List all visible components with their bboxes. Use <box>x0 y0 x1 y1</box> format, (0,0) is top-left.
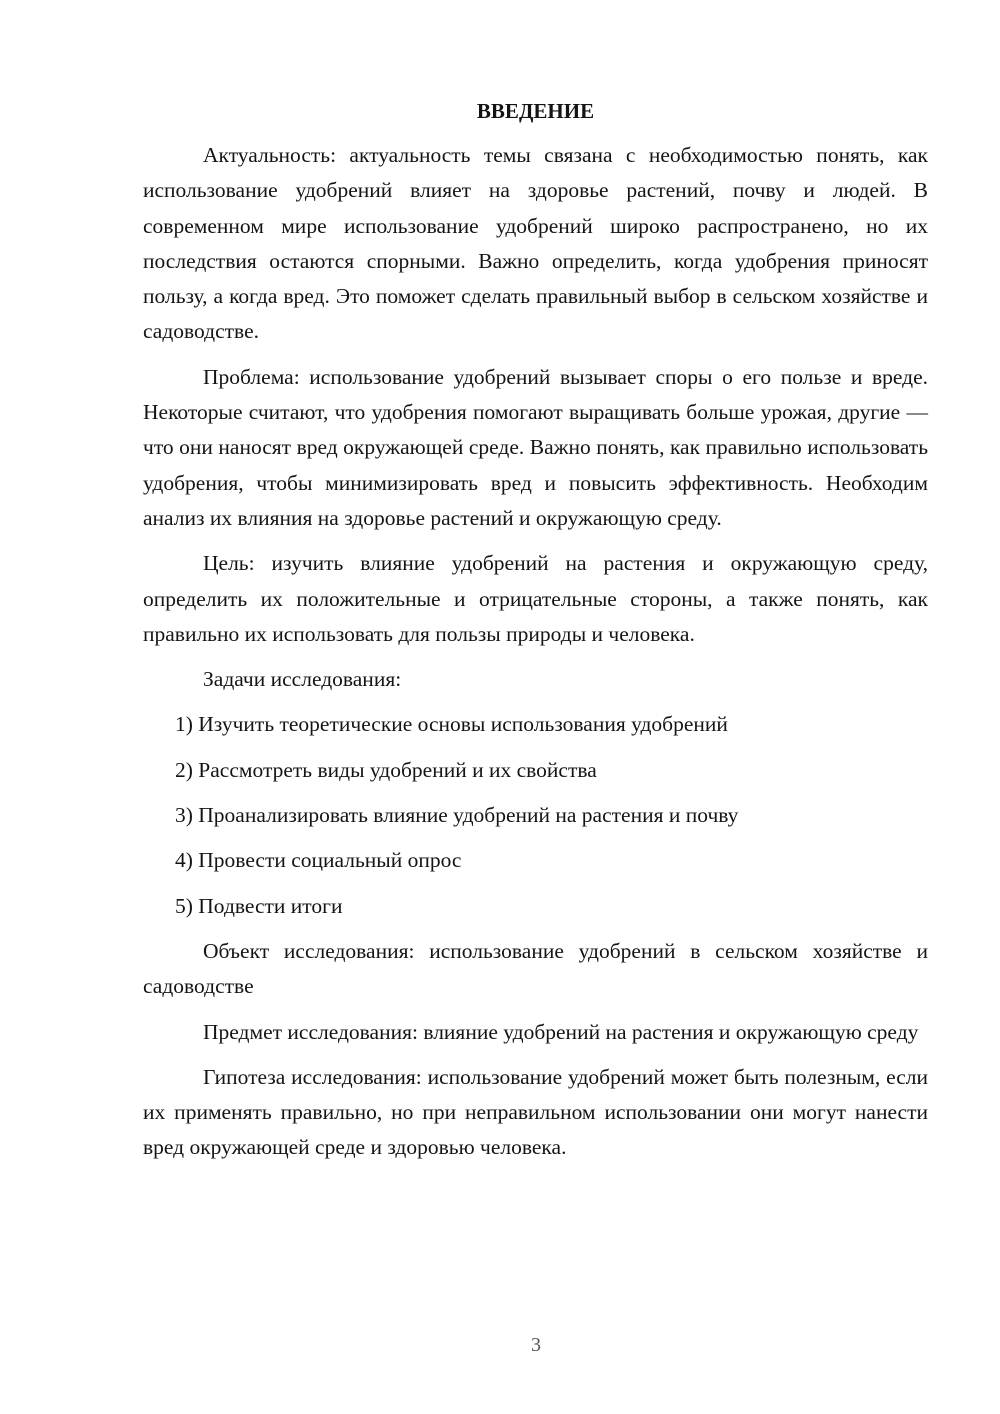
goal-paragraph: Цель: изучить влияние удобрений на растения и окружающую среду, определить их положительные и отрицательные стороны, а также понять, как правильно их использовать для пользы природы и человека. <box>143 551 928 646</box>
hypothesis-paragraph: Гипотеза исследования: использование удобрений может быть полезным, если их применять правильно, но при неправильном использовании они могут нанести вред окружающей среде и здоровью человека. <box>143 1064 928 1160</box>
list-item: 3) Проанализировать влияние удобрений на растения и почву <box>175 803 739 828</box>
object-paragraph: Объект исследования: использование удобрений в сельском хозяйстве и садоводстве <box>143 938 928 999</box>
problem-paragraph: Проблема: использование удобрений вызывает споры о его пользе и вреде. Некоторые считают, что удобрения помогают выращивать больше урожая, другие — что они наносят вред окружающей среде. Важно понять, как правильно использовать удобрения, чтобы минимизировать вред и повысить эффективность. Необходим анализ их влияния на здоровье растений и окружающую среду. <box>143 364 928 530</box>
list-item: 2) Рассмотреть виды удобрений и их свойства <box>175 757 597 782</box>
page-title: ВВЕДЕНИЕ <box>476 99 595 123</box>
document-page <box>143 96 928 1176</box>
page-number: 3 <box>531 1334 541 1356</box>
relevance-paragraph: Актуальность: актуальность темы связана с необходимостью понять, как использование удобрений влияет на здоровье растений, почву и людей. В современном мире использование удобрений широко распространено, но их последствия остаются спорными. Важно определить, когда удобрения приносят пользу, а когда вред. Это поможет сделать правильный выбор в сельском хозяйстве и садоводстве. <box>143 143 928 344</box>
tasks-list <box>143 707 928 923</box>
tasks-title: Задачи исследования: <box>203 667 402 692</box>
list-item: 4) Провести социальный опрос <box>175 848 462 873</box>
subject-paragraph: Предмет исследования: влияние удобрений на растения и окружающую среду <box>203 1019 919 1044</box>
list-item: 5) Подвести итоги <box>175 893 343 918</box>
list-item: 1) Изучить теоретические основы использования удобрений <box>175 712 728 737</box>
